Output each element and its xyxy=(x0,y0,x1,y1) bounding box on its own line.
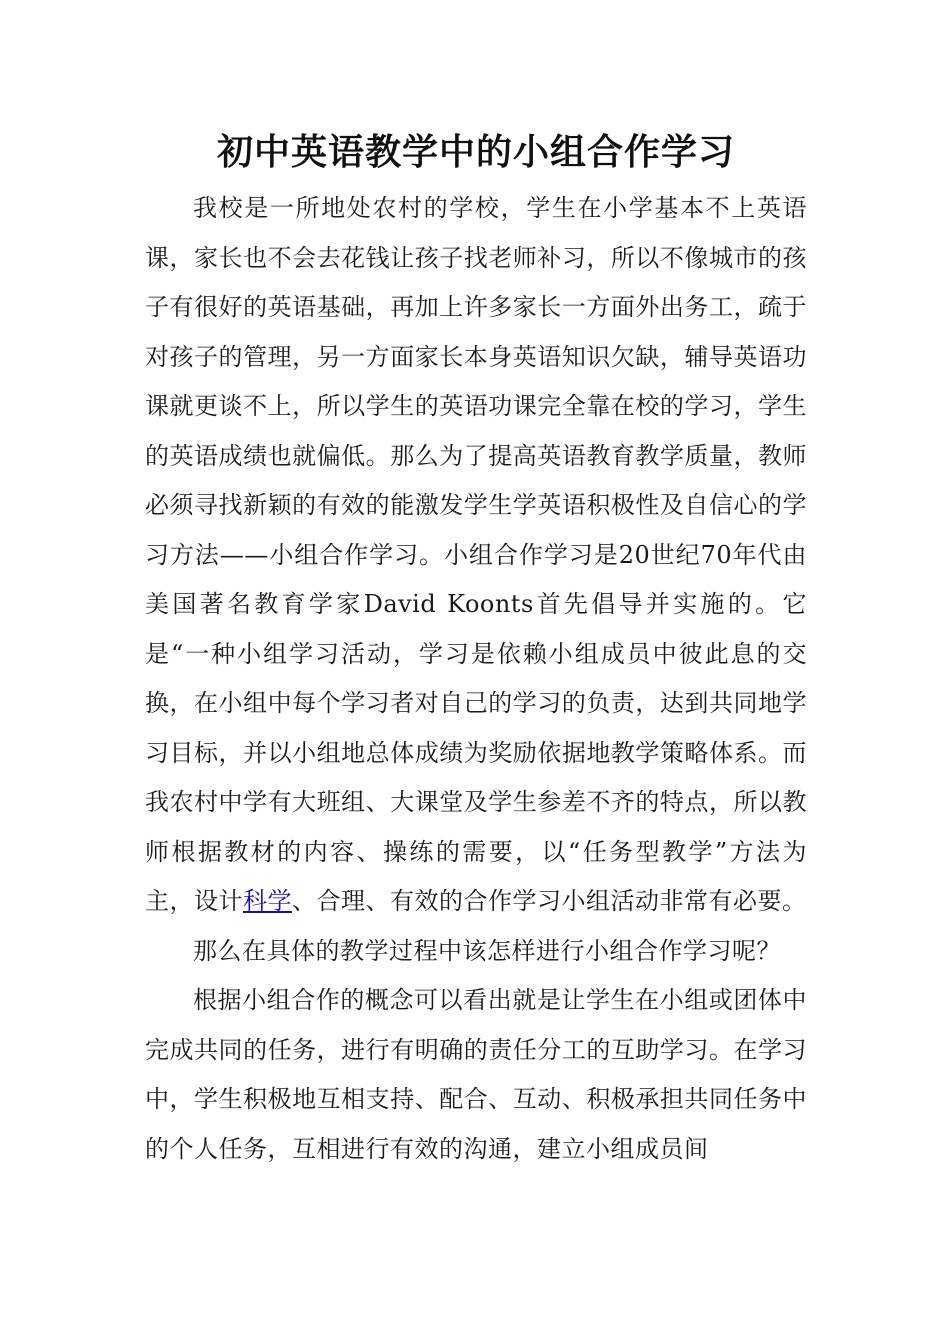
science-link[interactable]: 科学 xyxy=(243,887,292,915)
paragraph-question: 那么在具体的教学过程中该怎样进行小组合作学习呢？ xyxy=(193,936,781,965)
document-title: 初中英语教学中的小组合作学习 xyxy=(216,131,735,173)
paragraph-concept: 根据小组合作的概念可以看出就是让学生在小组或团体中完成共同的任务，进行有明确的责任分工的互助学习。在学习中，学生积极地互相支持、配合、互动、积极承担共同任务中的个人任务，互相进行有效的沟通，建立小组成员间 xyxy=(145,986,807,1163)
paragraph-intro xyxy=(145,184,807,927)
paragraph-intro-text-end: 、合理、有效的合作学习小组活动非常有必要。 xyxy=(292,887,807,915)
document-page xyxy=(145,120,807,1174)
paragraph-intro-text: 我校是一所地处农村的学校，学生在小学基本不上英语课，家长也不会去花钱让孩子找老师补习，所以不像城市的孩子有很好的英语基础，再加上许多家长一方面外出务工，疏于对孩子的管理，另一方面家长本身英语知识欠缺，辅导英语功课就更谈不上，所以学生的英语功课完全靠在校的学习，学生的英语成绩也就偏低。那么为了提高英语教育教学质量，教师必须寻找新颖的有效的能激发学生学英语积极性及自信心的学习方法——小组合作学习。小组合作学习是20世纪70年代由美国著名教育学家David Koonts首先倡导并实施的。它是“一种小组学习活动，学习是依赖小组成员中彼此息的交换，在小组中每个学习者对自己的学习的负责，达到共同地学习目标，并以小组地总体成绩为奖励依据地教学策略体系。而我农村中学有大班组、大课堂及学生参差不齐的特点，所以教师根据教材的内容、操练的需要，以“任务型教学”方法为主，设计 xyxy=(145,194,807,915)
